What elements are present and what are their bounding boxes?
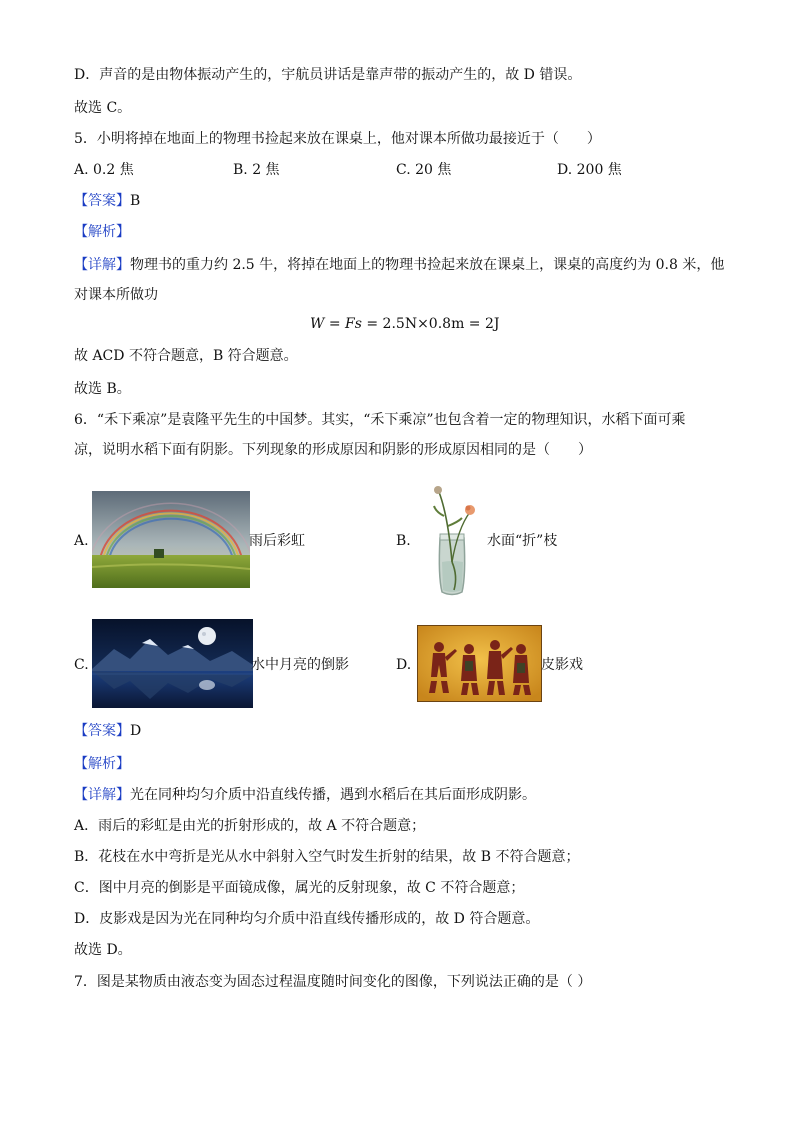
question-6: 6．“禾下乘凉”是袁隆平先生的中国梦。其实，“禾下乘凉”也包含着一定的物理知识，水稻下面可乘 (74, 412, 686, 428)
option-d: D. 200 焦 (557, 162, 622, 178)
answer-line (74, 722, 141, 740)
shadow-play-image (417, 625, 542, 702)
text-line: 故 ACD 不符合题意，B 符合题意。 (74, 348, 298, 364)
answer-tag: 【答案】 (74, 723, 130, 739)
text-line: 故选 C。 (74, 100, 132, 116)
option-a: A. 0.2 焦 (74, 162, 134, 178)
explanation-tag: 【详解】 (74, 787, 130, 803)
question-7: 7．图是某物质由液态变为固态过程温度随时间变化的图像，下列说法正确的是（ ） (74, 974, 592, 990)
option-a-label: A. (74, 533, 89, 549)
option-c-caption: 水中月亮的倒影 (251, 657, 349, 673)
option-a-caption: 雨后彩虹 (249, 533, 305, 549)
text-line: 凉，说明水稻下面有阴影。下列现象的形成原因和阴影的形成原因相同的是（ ） (74, 442, 592, 458)
option-b-caption: 水面“折”枝 (487, 533, 558, 549)
option-c-label: C. (74, 657, 89, 673)
answer-tag: 【答案】 (74, 193, 130, 209)
text-line: D．声音的是由物体振动产生的，宇航员讲话是靠声带的振动产生的，故 D 错误。 (74, 67, 582, 83)
text-line: 故选 D。 (74, 942, 132, 958)
formula-rhs: = 2.5N×0.8m = 2J (361, 316, 500, 332)
explanation-line (74, 256, 724, 274)
rainbow-image (92, 491, 250, 588)
text-line: 故选 B。 (74, 381, 131, 397)
text-line: 对课本所做功 (74, 287, 158, 303)
analysis-tag: 【解析】 (74, 756, 130, 772)
text-line: C．图中月亮的倒影是平面镜成像，属光的反射现象，故 C 不符合题意； (74, 880, 525, 896)
analysis-tag: 【解析】 (74, 224, 130, 240)
option-d-caption: 皮影戏 (541, 657, 583, 673)
answer-line (74, 192, 140, 210)
text-line: D．皮影戏是因为光在同种均匀介质中沿直线传播形成的，故 D 符合题意。 (74, 911, 540, 927)
explanation-tag: 【详解】 (74, 257, 130, 273)
formula-lhs: W = Fs (310, 316, 362, 332)
answer-value: D (130, 723, 142, 739)
flower-vase-image (418, 476, 486, 600)
text-line: B．花枝在水中弯折是光从水中斜射入空气时发生折射的结果，故 B 不符合题意； (74, 849, 580, 865)
question-5: 5．小明将掉在地面上的物理书捡起来放在课桌上，他对课本所做功最接近于（ ） (74, 131, 601, 147)
moon-reflection-image (92, 619, 253, 708)
option-c: C. 20 焦 (396, 162, 452, 178)
explanation-line (74, 786, 536, 804)
option-d-label: D. (396, 657, 412, 673)
text-line: A．雨后的彩虹是由光的折射形成的，故 A 不符合题意； (74, 818, 426, 834)
option-b-label: B. (396, 533, 411, 549)
explanation-text: 物理书的重力约 2.5 牛，将掉在地面上的物理书捡起来放在课桌上，课桌的高度约为 0.8 米，他 (130, 257, 725, 273)
explanation-text: 光在同种均匀介质中沿直线传播，遇到水稻后在其后面形成阴影。 (130, 787, 536, 803)
option-b: B. 2 焦 (233, 162, 280, 178)
answer-value: B (130, 193, 141, 209)
work-formula (310, 316, 500, 332)
